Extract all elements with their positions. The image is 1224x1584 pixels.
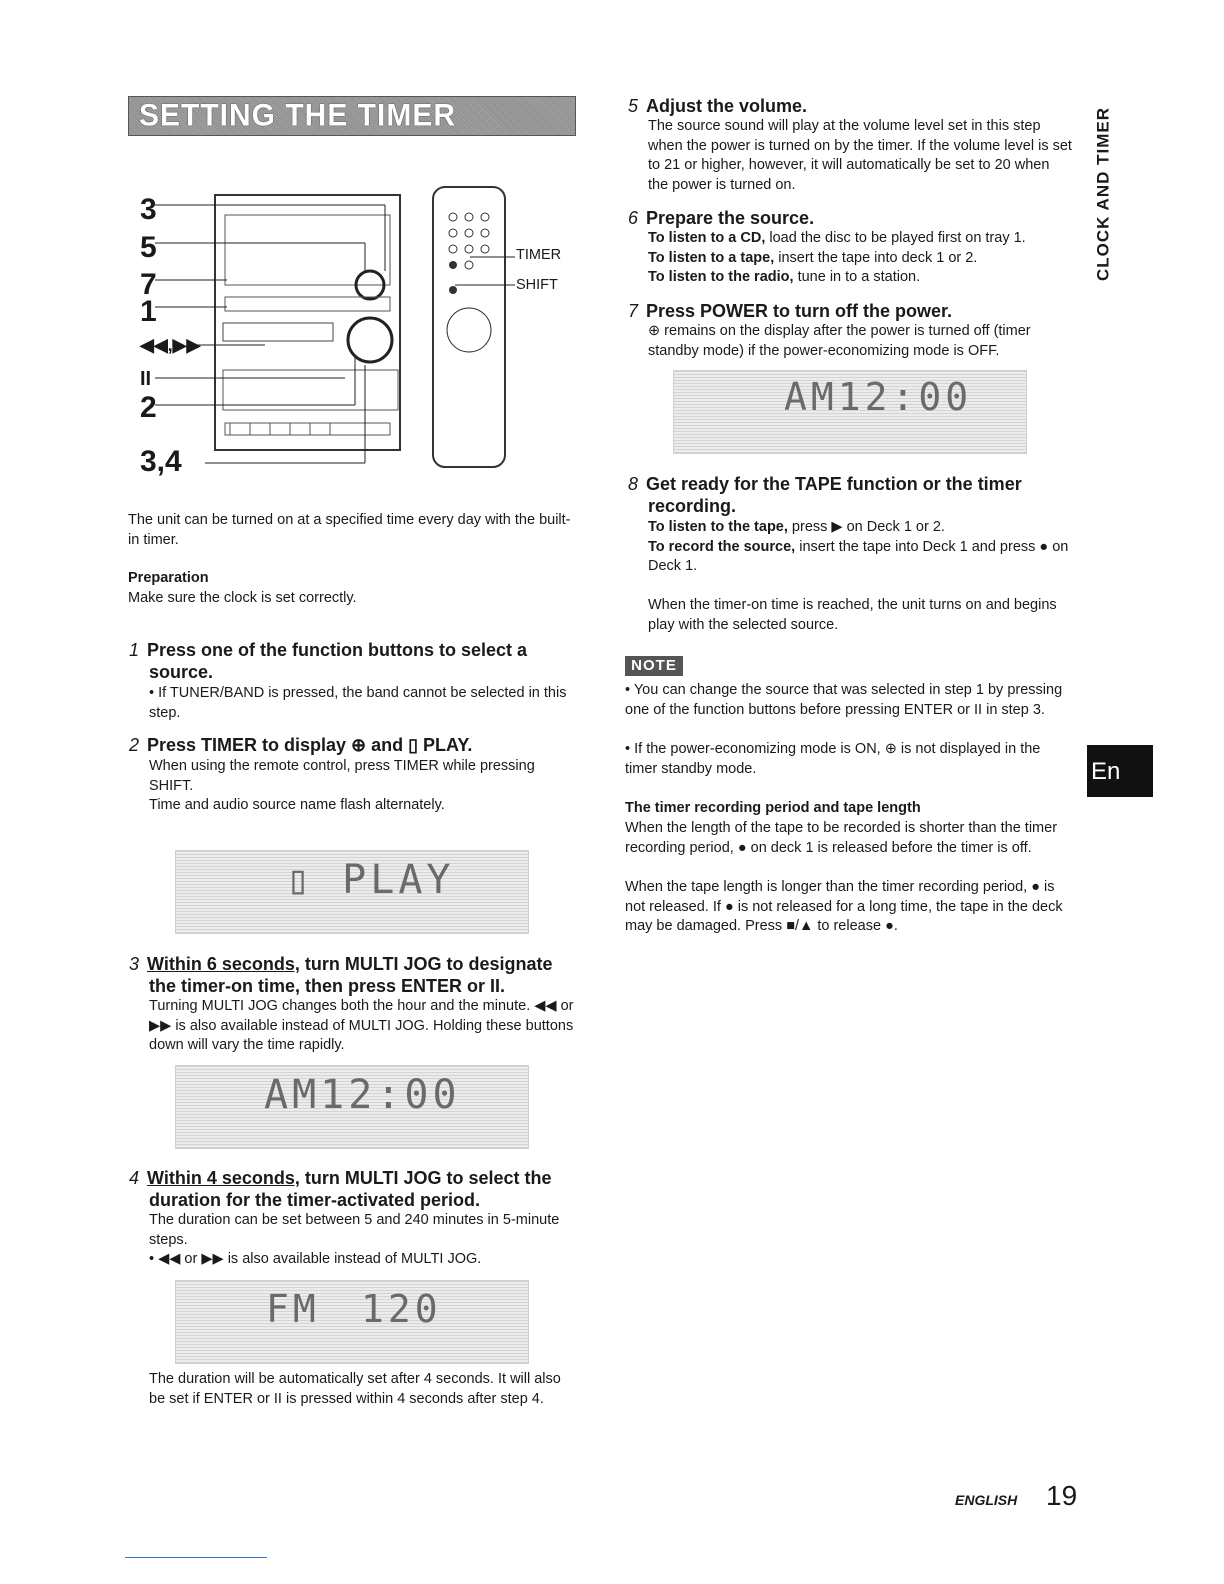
stereo-illustration — [135, 185, 575, 485]
step-8-after: When the timer-on time is reached, the unit turns on and begins play with the selected source. — [648, 597, 1057, 633]
note-item-2: • If the power-economizing mode is ON, ⊕ is not displayed in the timer standby mode. — [625, 741, 1041, 777]
note-badge: NOTE — [625, 656, 683, 676]
step-4-after: The duration will be automatically set after 4 seconds. It will also be set if ENTER or II is pressed within 4 seconds after step 4. — [149, 1371, 561, 1407]
step-3-heading: 3 Within 6 seconds, turn MULTI JOG to designate the timer-on time, then press ENTER or II. — [129, 954, 553, 996]
step-3-body: Turning MULTI JOG changes both the hour and the minute. ◀◀ or ▶▶ is also available instead of MULTI JOG. Holding these buttons down will vary the time rapidly. — [149, 998, 574, 1053]
lcd-display-duration — [175, 1280, 529, 1364]
callout-1: 1 — [140, 295, 157, 328]
callout-2: 2 — [140, 391, 157, 424]
preparation-text: Make sure the clock is set correctly. — [128, 590, 357, 606]
step-5-heading: 5 Adjust the volume. — [628, 96, 808, 116]
lcd-duration-text: 120 — [361, 1287, 442, 1331]
callout-3-4: 3,4 — [140, 445, 182, 478]
lcd-play-text: ▯ PLAY — [286, 857, 455, 903]
lcd-display-standby — [673, 370, 1027, 454]
step-1-heading: 1 Press one of the function buttons to select a source. — [129, 640, 528, 682]
step-4-heading: 4 Within 4 seconds, turn MULTI JOG to select the duration for the timer-activated period. — [129, 1168, 552, 1210]
language-tab: En — [1087, 745, 1153, 797]
side-tab-clock-timer: CLOCK AND TIMER — [1093, 107, 1113, 281]
step-5-body: The source sound will play at the volume level set in this step when the power is turned on by the timer. If the volume level is set to 21 or higher, however, it will automatically be set to 20 when the power is turned on. — [648, 118, 1072, 193]
step-6-body — [648, 229, 1078, 288]
tape-section-p2: When the tape length is longer than the timer recording period, ● is not released. If ● is not released for a long time, the tape in the deck may be damaged. Press ■/▲ to release ●. — [625, 879, 1063, 934]
bottom-rule — [125, 1557, 267, 1558]
step-6-line-radio: To listen to the radio, tune in to a station. — [648, 269, 921, 285]
remote-shift-label: SHIFT — [516, 277, 558, 293]
step-6-heading: 6 Prepare the source. — [628, 208, 815, 228]
lcd-band-text: FM — [266, 1287, 320, 1331]
section-title-bar — [128, 96, 576, 136]
page-number: 19 — [1046, 1480, 1078, 1511]
tape-section-p1: When the length of the tape to be recorded is shorter than the timer recording period, ● on deck 1 is released before the timer is off. — [625, 820, 1058, 856]
device-figure — [135, 185, 575, 485]
remote-timer-label: TIMER — [516, 247, 562, 263]
lcd-time-text: AM12:00 — [264, 1072, 461, 1118]
callout-7: 7 — [140, 268, 157, 301]
callout-3: 3 — [140, 193, 157, 226]
step-7-heading: 7 Press POWER to turn off the power. — [628, 301, 953, 321]
section-title: SETTING THE TIMER — [139, 98, 456, 133]
step-8-line-record: To record the source, insert the tape into Deck 1 and press ● on Deck 1. — [648, 538, 1069, 574]
step-2-body-2: Time and audio source name flash alternately. — [149, 797, 445, 813]
lcd-display-time — [175, 1065, 529, 1149]
preparation-heading: Preparation — [128, 570, 209, 586]
step-2-heading: 2 Press TIMER to display ⊕ and ▯ PLAY. — [129, 735, 473, 755]
callout-pause: II — [140, 368, 152, 390]
step-4-body: The duration can be set between 5 and 240 minutes in 5-minute steps. — [149, 1212, 560, 1248]
step-4-body-2: • ◀◀ or ▶▶ is also available instead of MULTI JOG. — [149, 1251, 482, 1267]
step-8-body — [648, 518, 1073, 577]
step-2-body: When using the remote control, press TIMER while pressing SHIFT. — [149, 758, 535, 794]
step-7-body: ⊕ remains on the display after the power is turned off (timer standby mode) if the power-economizing mode is OFF. — [648, 323, 1031, 359]
step-6-line-cd: To listen to a CD, load the disc to be played first on tray 1. — [648, 230, 1026, 246]
tape-section-heading: The timer recording period and tape length — [625, 800, 921, 816]
callout-skip: ◀◀,▶▶ — [140, 335, 201, 355]
callout-5: 5 — [140, 231, 157, 264]
footer-language: ENGLISH — [955, 1492, 1018, 1508]
step-6-line-tape: To listen to a tape, insert the tape into deck 1 or 2. — [648, 249, 978, 266]
intro-text: The unit can be turned on at a specified time every day with the built-in timer. — [128, 512, 571, 548]
step-1-body: • If TUNER/BAND is pressed, the band cannot be selected in this step. — [149, 685, 567, 721]
lcd-display-play — [175, 850, 529, 934]
step-8-heading: 8 Get ready for the TAPE function or the timer recording. — [628, 474, 1022, 516]
step-8-line-play: To listen to the tape, press ▶ on Deck 1 or 2. — [648, 519, 945, 535]
lcd-standby-text: AM12:00 — [784, 375, 973, 419]
note-item-1: • You can change the source that was selected in step 1 by pressing one of the function buttons before pressing ENTER or II in step 3. — [625, 682, 1063, 718]
